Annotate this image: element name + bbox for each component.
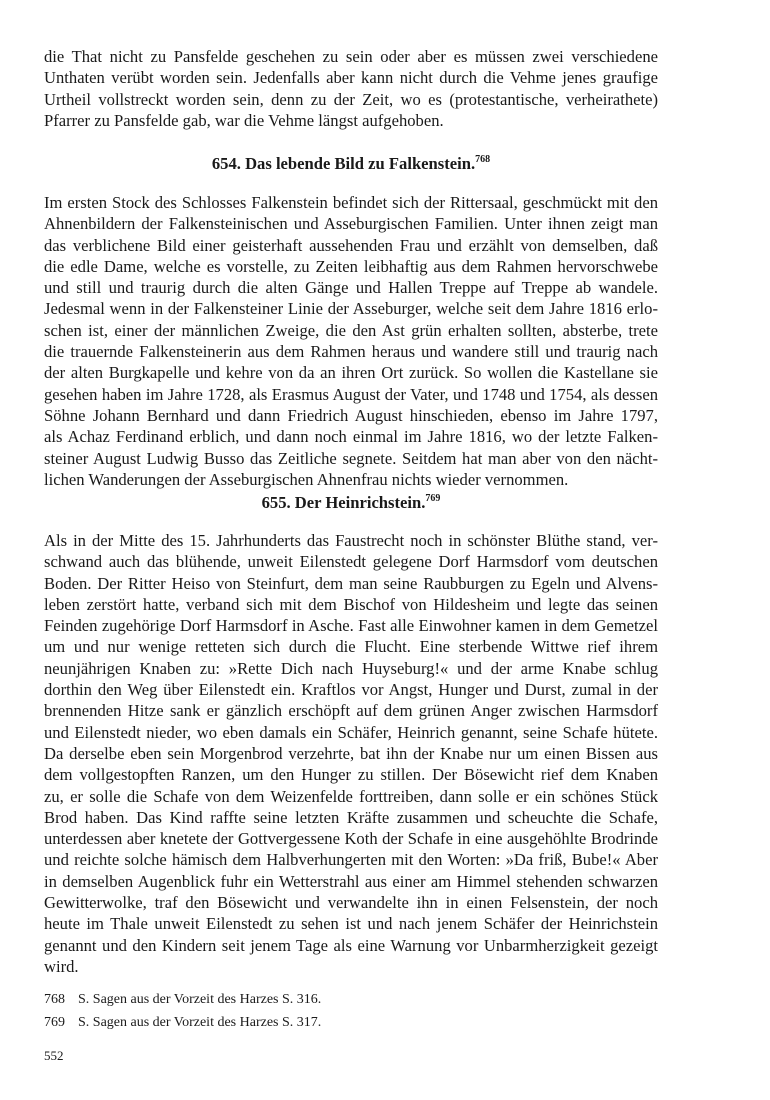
text-line: Feinden zugehörige Dorf Harmsdorf in Asche. Fast alle Einwohner kamen in dem Gemetzel <box>44 616 658 636</box>
section-654-lines <box>44 192 658 490</box>
intro-lines <box>44 46 658 131</box>
text-line: heute im Thale unweit Eilenstedt zu sehen ist und nach jenem Schäfer der Heinrichstein <box>44 914 658 934</box>
section-655-title: 655. Der Heinrichstein. <box>261 493 426 512</box>
footnote-769 <box>44 1011 658 1034</box>
text-line: Jedesmal wenn in der Falkensteiner Linie der Asseburger, welche seit dem Jahre 1816 erlo- <box>44 299 658 319</box>
text-line: Gewitterwolke, traf den Bösewicht und verwandelte ihn in einen Felsenstein, der noch <box>44 893 658 913</box>
text-line: die That nicht zu Pansfelde geschehen zu sein oder aber es müssen zwei verschiedene <box>44 47 658 66</box>
text-line: lichen Wanderungen der Asseburgischen Ahnenfrau nichts wieder vernommen. <box>44 469 569 489</box>
page-number: 552 <box>44 1048 64 1063</box>
text-line: steiner August Ludwig Busso das Zeitliche segnete. Seitdem hat man aber von den nächt- <box>44 448 658 468</box>
section-654-heading <box>44 154 658 174</box>
text-line: die edle Dame, welche es vorstelle, zu Zeiten leibhaftig aus dem Rahmen hervorschwebe <box>44 256 658 276</box>
text-line: neunjährigen Knaben zu: »Rette Dich nach Huyseburg!« und der arme Knabe schlug <box>44 658 658 678</box>
footnotes <box>44 988 658 1034</box>
footnote-text: S. Sagen aus der Vorzeit des Harzes S. 316. <box>78 992 322 1007</box>
text-line: als Achaz Ferdinand erblich, und dann noch einmal im Jahre 1816, wo der letzte Falken- <box>44 427 658 447</box>
text-line: schwand auch das blühende, unweit Eilenstedt gelegene Dorf Harmsdorf vom deutschen <box>44 552 658 572</box>
text-line: der alten Burgkapelle und kehre von da an ihren Ort zurück. So wollen die Kastellane sie <box>44 363 658 383</box>
text-line: brennenden Hitze sank er gänzlich erschöpft auf dem grünen Anger zwischen Harmsdorf <box>44 701 658 721</box>
text-line: dem vollgestopften Ranzen, um den Hunger zu stillen. Der Bösewicht rief dem Knaben <box>44 765 658 785</box>
text-line: Als in der Mitte des 15. Jahrhunderts das Faustrecht noch in schönster Blüthe stand, ver- <box>44 531 658 550</box>
text-line: in demselben Augenblick fuhr ein Wetterstrahl aus einer am Himmel stehenden schwarzen <box>44 871 658 891</box>
section-654-title: 654. Das lebende Bild zu Falkenstein. <box>211 154 476 173</box>
footnote-text: S. Sagen aus der Vorzeit des Harzes S. 317. <box>78 1015 322 1030</box>
text-line: dorthin den Weg über Eilenstedt ein. Kraftlos vor Angst, Hunger und Durst, zumal in der <box>44 680 658 700</box>
footnote-ref-769: 769 <box>425 493 441 504</box>
text-line: und still und traurig durch die alten Gänge und Hallen Treppe auf Treppe ab wandele. <box>44 278 658 298</box>
text-line: und reichte solche hämisch dem Halbverhungerten mit den Worten: »Da friß, Bube!« Aber <box>44 850 658 870</box>
text-line: Urtheil vollstreckt worden sein, denn zu der Zeit, wo es (protestantische, verheirathete) <box>44 89 658 109</box>
footnote-768 <box>44 988 658 1011</box>
text-line: zu, er solle die Schafe von dem Weizenfelde forttreiben, dann solle er ein schönes Stück <box>44 786 658 806</box>
text-line: gesehen haben im Jahre 1728, als Erasmus August der Vater, und 1748 und 1754, als dessen <box>44 384 658 404</box>
text-line: Da derselbe eben sein Morgenbrod verzehrte, bat ihn der Knabe nur um einen Bissen aus <box>44 743 658 763</box>
section-655-lines <box>44 530 658 977</box>
text-line: Brod haben. Das Kind raffte seine letzten Kräfte zusammen und scheuchte die Schafe, <box>44 807 658 827</box>
text-line: Im ersten Stock des Schlosses Falkenstein befindet sich der Rittersaal, geschmückt mit den <box>44 193 658 212</box>
text-line: die trauernde Falkensteinerin aus dem Rahmen heraus und wandere still und traurig nach <box>44 342 658 362</box>
text-line: um und nur wenige retteten sich durch die Flucht. Eine sterbende Wittwe rief ihrem <box>44 637 658 657</box>
text-line: Unthaten verübt worden sein. Jedenfalls aber kann nicht durch die Vehme jenes graufige <box>44 68 658 88</box>
text-line: schen ist, einer der männlichen Zweige, die den Ast grün erhalten sollten, absterbe, trete <box>44 320 658 340</box>
text-line: wird. <box>44 956 79 976</box>
intro-paragraph <box>44 46 658 131</box>
text-line: Ahnenbildern der Falkensteinischen und Asseburgischen Familien. Unter ihnen zeigt man <box>44 214 658 234</box>
text-line: Boden. Der Ritter Heiso von Steinfurt, dem man seine Raubburgen zu Egeln und Alvens- <box>44 573 658 593</box>
text-line: genannt und den Kindern seit jenem Tage als eine Warnung vor Unbarmherzigkeit gezeigt <box>44 935 658 955</box>
text-line: das verblichene Bild einer geisterhaft aussehenden Frau und erzählt von demselben, daß <box>44 235 658 255</box>
section-654-paragraph <box>44 192 658 490</box>
footnote-number: 769 <box>44 1015 65 1030</box>
text-line: und Eilenstedt nieder, wo eben damals ein Schäfer, Heinrich genannt, seine Schafe hütete. <box>44 722 658 742</box>
text-line: leben zerstört hatte, verband sich mit dem Bischof von Hildesheim und legte das seinen <box>44 594 658 614</box>
text-line: unterdessen aber knetete der Gottvergessene Koth der Schafe in eine ausgehöhlte Brodrinde <box>44 829 658 849</box>
section-655-paragraph <box>44 530 658 977</box>
footnote-ref-768: 768 <box>475 154 491 165</box>
text-line: Pfarrer zu Pansfelde gab, war die Vehme längst aufgehoben. <box>44 110 444 130</box>
text-line: Söhne Johann Bernhard und dann Friedrich August hinschieden, ebenso im Jahre 1797, <box>44 405 658 425</box>
section-655-heading <box>44 493 658 513</box>
footnote-number: 768 <box>44 992 65 1007</box>
